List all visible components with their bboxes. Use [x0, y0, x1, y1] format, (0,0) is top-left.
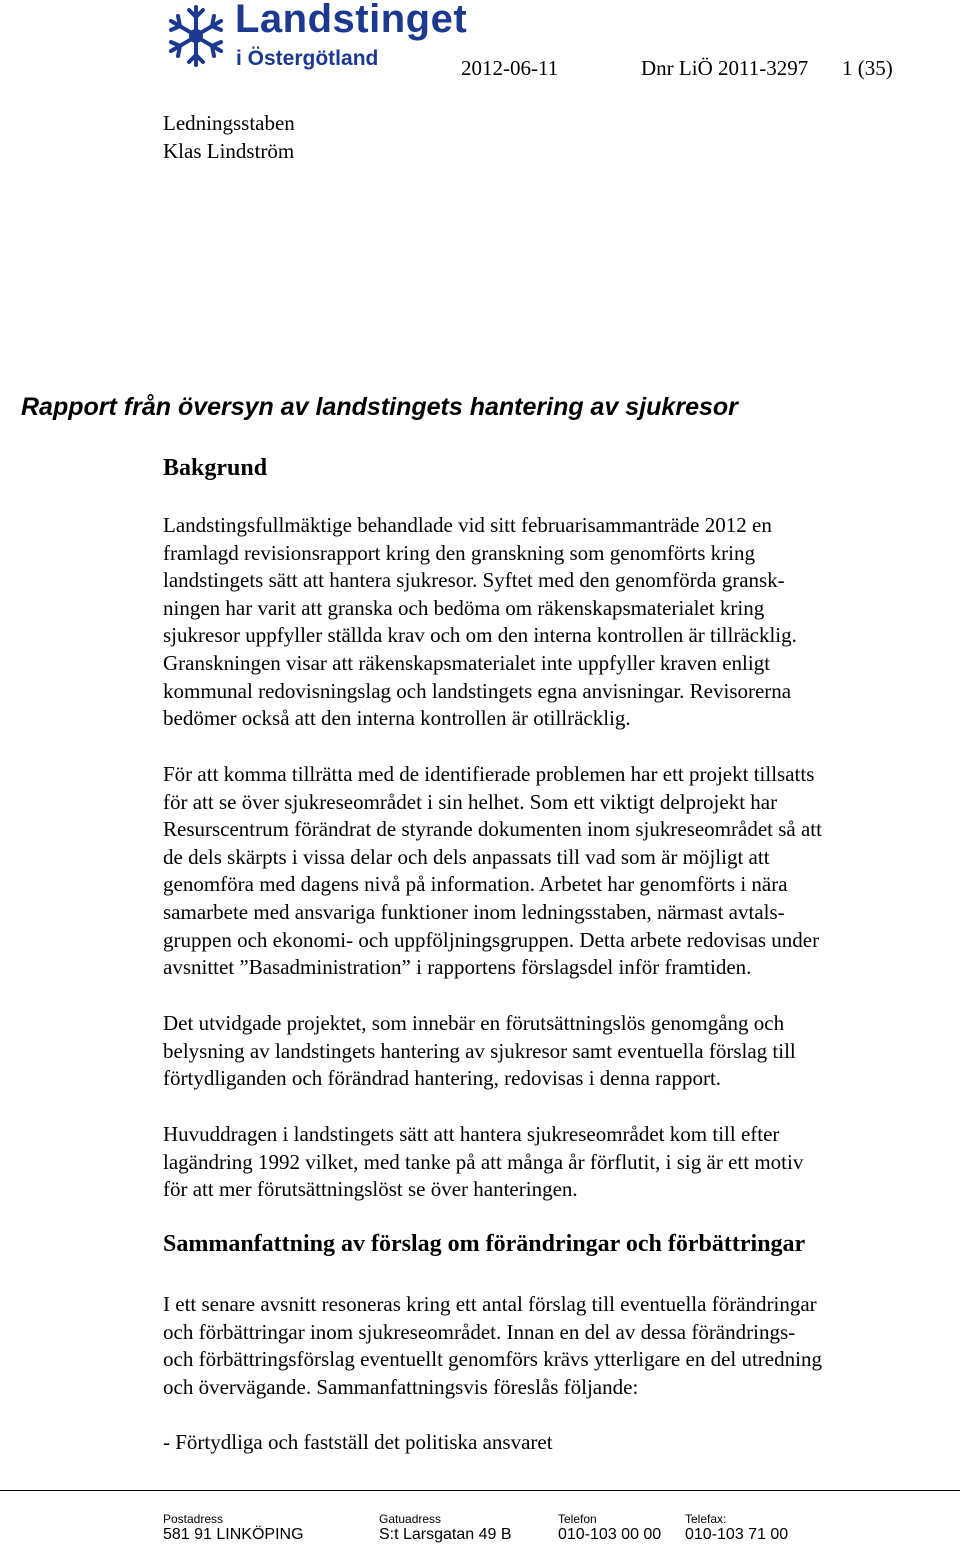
- footer-phone-label: Telefon: [558, 1512, 597, 1526]
- text-line: landstingets sätt att hantera sjukresor. Syftet med den genomförda gransk-: [163, 568, 785, 593]
- footer-fax-label: Telefax:: [685, 1512, 727, 1526]
- summary-paragraph-1: [163, 1291, 923, 1401]
- diary-number: Dnr LiÖ 2011-3297: [641, 56, 809, 80]
- text-line: I ett senare avsnitt resoneras kring ett antal förslag till eventuella förändringar: [163, 1292, 817, 1316]
- background-paragraph-4: [163, 1121, 923, 1204]
- heading-summary: Sammanfattning av förslag om förändringar och förbättringar: [163, 1231, 806, 1257]
- footer-divider: [0, 1490, 960, 1491]
- text-line: ningen har varit att granska och bedöma om räkenskapsmaterialet kring: [163, 595, 765, 620]
- text-line: och övervägande. Sammanfattningsvis föreslås följande:: [163, 1374, 639, 1399]
- text-line: Resurscentrum förändrat de styrande dokumenten inom sjukreseområdet så att: [163, 817, 822, 842]
- text-line: Huvuddragen i landstingets sätt att hantera sjukreseområdet kom till efter: [163, 1122, 780, 1146]
- page-number: 1 (35): [842, 56, 893, 80]
- text-line: bedömer också att den interna kontrollen är otillräcklig.: [163, 706, 631, 731]
- document-title: Rapport från översyn av landstingets hantering av sjukresor: [21, 393, 738, 421]
- text-line: för att se över sjukreseområdet i sin helhet. Som ett viktigt delprojekt har: [163, 789, 778, 814]
- text-line: - Förtydliga och fastställ det politiska ansvaret: [163, 1430, 553, 1454]
- text-line: de dels skärpts i vissa delar och dels anpassats till vad som är möjligt att: [163, 844, 770, 869]
- snowflake-emblem-icon: [163, 3, 229, 69]
- heading-background: Bakgrund: [163, 455, 268, 481]
- text-line: Granskningen visar att räkenskapsmaterialet inte uppfyller kraven enligt: [163, 650, 771, 675]
- background-paragraph-3: [163, 1010, 923, 1093]
- footer-fax-value: 010-103 71 00: [685, 1526, 789, 1543]
- text-line: avsnittet ”Basadministration” i rapportens förslagsdel inför framtiden.: [163, 955, 752, 980]
- sender-department: Ledningsstaben: [163, 111, 295, 135]
- text-line: och förbättringar inom sjukreseområdet. Innan en del av dessa förändrings-: [163, 1319, 796, 1344]
- footer-postal-value: 581 91 LINKÖPING: [163, 1526, 304, 1543]
- text-line: lagändring 1992 vilket, med tanke på att många år förflutit, i sig är ett motiv: [163, 1149, 804, 1174]
- text-line: gruppen och ekonomi- och uppföljningsgruppen. Detta arbete redovisas under: [163, 927, 820, 952]
- text-line: kommunal redovisningslag och landstingets egna anvisningar. Revisorerna: [163, 678, 792, 703]
- text-line: förtydliganden och förändrad hantering, redovisas i denna rapport.: [163, 1066, 722, 1091]
- sender-person: Klas Lindström: [163, 139, 295, 163]
- text-line: För att komma tillrätta med de identifierade problemen har ett projekt tillsatts: [163, 762, 815, 786]
- footer-postal-label: Postadress: [163, 1512, 224, 1526]
- text-line: Landstingsfullmäktige behandlade vid sitt februarisammanträde 2012 en: [163, 513, 772, 537]
- text-line: och förbättringsförslag eventuellt genomförs krävs ytterligare en del utredning: [163, 1347, 822, 1372]
- footer-phone-value: 010-103 00 00: [558, 1526, 662, 1543]
- sender-block: [163, 109, 295, 165]
- text-line: framlagd revisionsrapport kring den granskning som genomförts kring: [163, 540, 755, 565]
- logo-region: i Östergötland: [236, 47, 379, 70]
- document-date: 2012-06-11: [461, 56, 559, 80]
- footer-visit-value: S:t Larsgatan 49 B: [379, 1526, 512, 1543]
- landstinget-logo: [163, 0, 468, 81]
- footer-visit-label: Gatuadress: [379, 1512, 442, 1526]
- text-line: genomföra med dagens nivå på information. Arbetet har genomförts i nära: [163, 872, 788, 897]
- background-paragraph-2: [163, 761, 923, 982]
- text-line: sjukresor uppfyller ställda krav och om den interna kontrollen är tillräcklig.: [163, 623, 797, 648]
- text-line: för att mer förutsättningslöst se över hanteringen.: [163, 1177, 578, 1202]
- summary-list-item: [163, 1429, 923, 1457]
- text-line: belysning av landstingets hantering av sjukresor samt eventuella förslag till: [163, 1038, 796, 1063]
- logo-name: Landstinget: [235, 0, 468, 41]
- text-line: samarbete med ansvariga funktioner inom ledningsstaben, närmast avtals-: [163, 899, 785, 924]
- background-paragraph-1: [163, 512, 923, 733]
- text-line: Det utvidgade projektet, som innebär en förutsättningslös genomgång och: [163, 1011, 785, 1035]
